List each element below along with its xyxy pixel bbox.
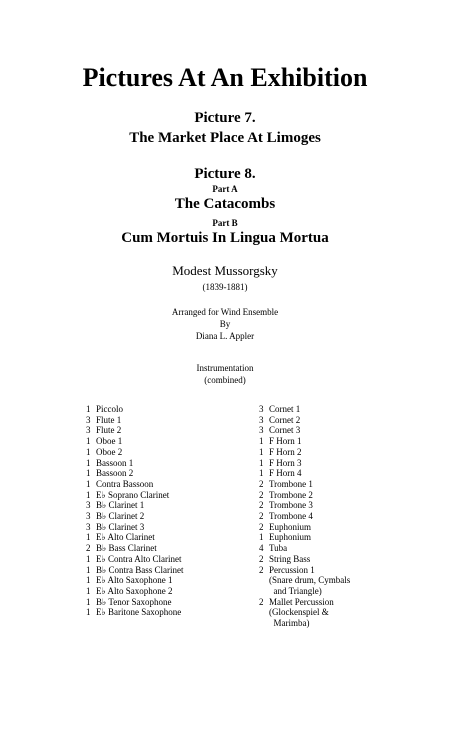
instrument-count: 3 — [86, 414, 91, 425]
instrument-count: 3 — [86, 521, 91, 532]
instrument-row — [86, 586, 184, 597]
instrument-count: 1 — [86, 607, 91, 618]
instrument-name: String Bass — [269, 553, 311, 564]
instrument-count: 2 — [259, 511, 264, 522]
instrument-count: 1 — [86, 404, 91, 414]
instrument-name: Trombone 1 — [269, 478, 313, 489]
instrument-count: 1 — [86, 468, 91, 479]
instrument-name: Flute 2 — [96, 425, 122, 436]
instrument-count: 4 — [259, 543, 264, 554]
instrument-list-right — [259, 404, 350, 629]
instrument-row — [86, 425, 184, 436]
instrument-name: E♭ Alto Saxophone 1 — [96, 575, 173, 586]
instrument-count: 1 — [86, 564, 91, 575]
instrument-row — [86, 404, 184, 415]
instrument-name: Tuba — [269, 543, 288, 554]
instrument-name: F Horn 3 — [269, 457, 302, 468]
instrument-count — [259, 586, 269, 597]
instrument-count: 3 — [259, 404, 264, 414]
instrument-row — [259, 458, 350, 469]
part-a-label: Part A — [212, 184, 238, 194]
instrument-name: Cornet 3 — [269, 425, 301, 436]
instrument-name: E♭ Contra Alto Clarinet — [96, 553, 182, 564]
instrument-name: Marimba) — [269, 618, 310, 629]
instrument-count: 3 — [86, 511, 91, 522]
instrument-row — [86, 436, 184, 447]
instrument-name: Contra Bassoon — [96, 478, 154, 489]
instrument-row — [259, 543, 350, 554]
instrument-count: 1 — [259, 532, 264, 543]
instrument-count: 1 — [86, 446, 91, 457]
instrument-count: 2 — [86, 543, 91, 554]
part-a-title: The Catacombs — [174, 196, 276, 212]
instrument-row — [86, 490, 184, 501]
instrument-count: 1 — [259, 446, 264, 457]
instrument-row — [86, 511, 184, 522]
instrument-row — [259, 565, 350, 576]
instrument-count: 2 — [259, 553, 264, 564]
instrument-count: 1 — [259, 468, 264, 479]
instrument-row — [86, 415, 184, 426]
instrument-name: Bassoon 2 — [96, 468, 134, 479]
instrument-row — [86, 543, 184, 554]
instrument-row — [259, 404, 350, 415]
instrument-name: and Triangle) — [269, 585, 322, 596]
instrument-name: E♭ Baritone Saxophone — [96, 607, 182, 618]
instrument-count: 1 — [259, 457, 264, 468]
instrument-row — [259, 447, 350, 458]
instrument-count — [259, 607, 269, 618]
instrument-row — [259, 597, 350, 608]
instrument-row — [86, 500, 184, 511]
instrument-row — [259, 511, 350, 522]
instrument-name: B♭ Clarinet 1 — [96, 500, 145, 511]
instrument-count: 3 — [86, 425, 91, 436]
instrument-count: 3 — [86, 500, 91, 511]
instrument-name: B♭ Contra Bass Clarinet — [96, 564, 184, 575]
instrument-name: Trombone 3 — [269, 500, 313, 511]
instrument-row — [86, 565, 184, 576]
instrument-count: 3 — [259, 425, 264, 436]
instrument-row — [86, 575, 184, 586]
instrument-name: E♭ Alto Clarinet — [96, 532, 155, 543]
instrument-row — [259, 425, 350, 436]
part-b-title: Cum Mortuis In Lingua Mortua — [121, 230, 329, 246]
instrument-count: 1 — [86, 575, 91, 586]
instrument-name: Piccolo — [96, 404, 123, 414]
instrument-name: Trombone 2 — [269, 489, 313, 500]
instrument-count: 2 — [259, 521, 264, 532]
instrument-row — [259, 607, 350, 618]
picture-8-heading: Picture 8. — [194, 166, 256, 182]
instrument-count: 1 — [86, 478, 91, 489]
arrangement-line-1: Arranged for Wind Ensemble — [171, 307, 279, 317]
instrument-name: (Snare drum, Cymbals — [269, 575, 351, 586]
instrument-name: B♭ Bass Clarinet — [96, 543, 157, 554]
instrument-row — [86, 479, 184, 490]
instrument-count — [259, 575, 269, 586]
instrument-name: Cornet 2 — [269, 414, 301, 425]
instrument-row — [259, 468, 350, 479]
instrument-name: Flute 1 — [96, 414, 122, 425]
instrument-count: 3 — [259, 414, 264, 425]
instrument-count: 2 — [259, 478, 264, 489]
instrument-count: 1 — [86, 532, 91, 543]
instrument-row — [86, 458, 184, 469]
instrument-name: Cornet 1 — [269, 404, 301, 414]
instrument-count: 1 — [86, 436, 91, 447]
instrument-count: 2 — [259, 564, 264, 575]
picture-7-subtitle: The Market Place At Limoges — [129, 130, 321, 146]
composer-dates: (1839-1881) — [202, 282, 248, 292]
instrument-count: 1 — [86, 553, 91, 564]
instrument-row — [86, 468, 184, 479]
instrument-row — [259, 490, 350, 501]
instrument-row — [259, 618, 350, 629]
instrument-name: Euphonium — [269, 532, 311, 543]
instrumentation-heading: Instrumentation — [196, 363, 254, 373]
instrument-name: E♭ Alto Saxophone 2 — [96, 585, 173, 596]
instrument-row — [259, 586, 350, 597]
instrument-name: (Glockenspiel & — [269, 607, 329, 618]
instrument-name: B♭ Tenor Saxophone — [96, 596, 172, 607]
instrument-name: Bassoon 1 — [96, 457, 134, 468]
instrumentation-subheading: (combined) — [204, 375, 246, 385]
instrument-name: F Horn 4 — [269, 468, 302, 479]
instrument-row — [86, 522, 184, 533]
instrument-row — [259, 479, 350, 490]
instrument-name: B♭ Clarinet 2 — [96, 511, 145, 522]
instrument-name: Oboe 1 — [96, 436, 123, 447]
document-title: Pictures At An Exhibition — [82, 63, 368, 92]
instrument-name: B♭ Clarinet 3 — [96, 521, 145, 532]
instrument-name: Mallet Percussion — [269, 596, 334, 607]
instrument-name: F Horn 2 — [269, 446, 302, 457]
part-b-label: Part B — [212, 218, 238, 228]
instrument-list-left — [86, 404, 184, 618]
picture-7-heading: Picture 7. — [194, 110, 256, 126]
instrument-count: 1 — [259, 436, 264, 447]
instrument-name: Euphonium — [269, 521, 311, 532]
instrument-count: 2 — [259, 489, 264, 500]
instrument-row — [259, 532, 350, 543]
composer-name: Modest Mussorgsky — [172, 263, 278, 278]
instrument-row — [86, 554, 184, 565]
arrangement-line-2: By — [219, 319, 231, 329]
instrument-row — [259, 575, 350, 586]
instrument-count: 1 — [86, 489, 91, 500]
instrument-row — [259, 500, 350, 511]
instrument-row — [86, 607, 184, 618]
instrument-row — [259, 415, 350, 426]
instrument-count: 1 — [86, 585, 91, 596]
instrument-row — [86, 532, 184, 543]
arranger-name: Diana L. Appler — [195, 331, 255, 341]
instrument-count: 2 — [259, 500, 264, 511]
instrument-name: Percussion 1 — [269, 564, 315, 575]
instrument-count — [259, 618, 269, 629]
instrument-name: E♭ Soprano Clarinet — [96, 489, 170, 500]
instrument-count: 1 — [86, 596, 91, 607]
instrument-count: 2 — [259, 596, 264, 607]
instrument-name: F Horn 1 — [269, 436, 302, 447]
instrument-row — [259, 554, 350, 565]
instrument-row — [86, 597, 184, 608]
instrument-row — [259, 436, 350, 447]
instrument-row — [259, 522, 350, 533]
instrument-name: Oboe 2 — [96, 446, 123, 457]
instrument-name: Trombone 4 — [269, 511, 313, 522]
instrument-count: 1 — [86, 457, 91, 468]
instrument-row — [86, 447, 184, 458]
